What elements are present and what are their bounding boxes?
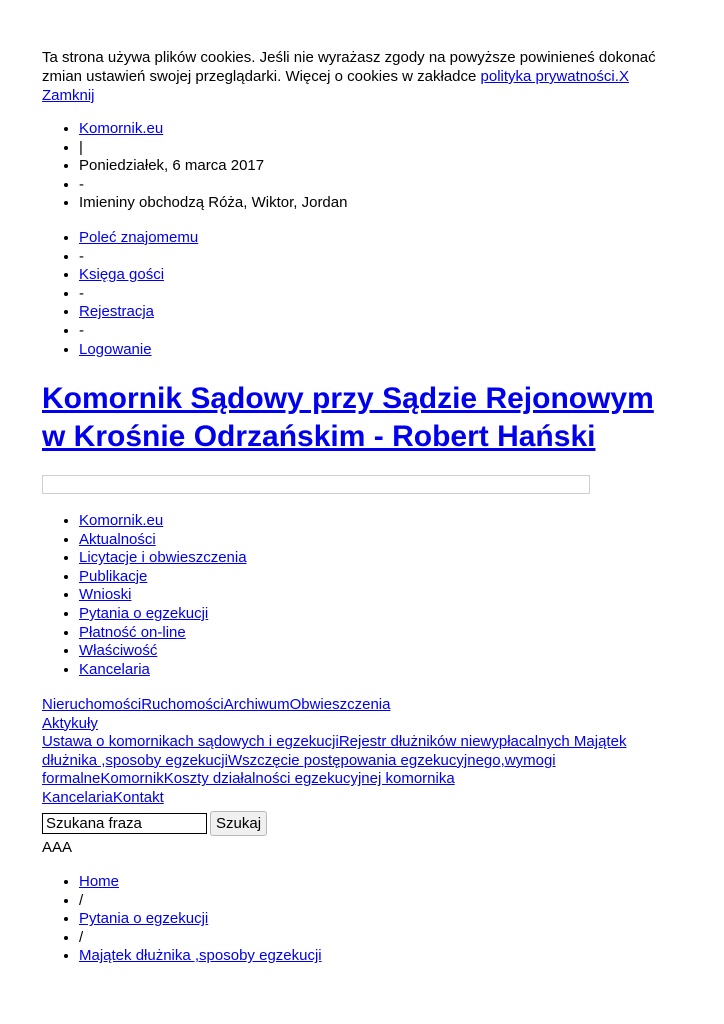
privacy-policy-link[interactable]: polityka prywatności. — [480, 68, 619, 85]
top-bar-separator: • - — [79, 176, 347, 195]
main-menu-link-auctions[interactable]: Licytacje i obwieszczenia — [79, 549, 247, 567]
top-bar-separator: • | — [79, 139, 347, 158]
sub-menu-group-faq — [42, 733, 672, 789]
main-menu-link-komornik[interactable]: Komornik.eu — [79, 512, 164, 529]
breadcrumb-link-current[interactable]: Majątek dłużnika ,sposoby egzekucji — [79, 947, 322, 965]
main-menu-item — [79, 642, 247, 661]
main-menu-item — [79, 605, 247, 624]
search-input[interactable] — [42, 813, 207, 834]
breadcrumb-link-faq[interactable]: Pytania o egzekucji — [79, 910, 209, 928]
breadcrumb — [42, 873, 322, 966]
sub-link-archive[interactable]: Archiwum — [223, 696, 290, 713]
main-menu-link-faq[interactable]: Pytania o egzekucji — [79, 604, 209, 622]
main-menu — [42, 512, 247, 679]
sub-link-articles[interactable]: Aktykuły — [42, 714, 98, 732]
sub-link-register[interactable]: Rejestr dłużników niewypłacalnych — [338, 733, 574, 751]
search-button[interactable]: Szukaj — [210, 811, 267, 836]
name-days: • Imieniny obchodzą Róża, Wiktor, Jordan — [79, 194, 347, 213]
main-menu-item — [79, 624, 247, 643]
breadcrumb-item — [79, 947, 322, 966]
sub-menu-group-publications — [42, 715, 672, 734]
user-menu-item-recommend — [79, 229, 198, 248]
breadcrumb-link-home[interactable]: Home — [79, 873, 120, 890]
main-menu-item — [79, 661, 247, 680]
cookie-notice — [42, 48, 682, 105]
register-link[interactable]: Rejestracja — [79, 303, 155, 321]
login-link[interactable]: Logowanie — [79, 340, 152, 358]
cookie-text: Ta strona używa plików cookies. Jeśli nie wyrażasz zgody na powyższe powinieneś dokonać zmian ustawień swojej przeglądarki. Więcej o cookies w zakładce — [42, 49, 656, 85]
sub-link-movables[interactable]: Ruchomości — [141, 696, 224, 713]
home-link[interactable]: Komornik.eu — [79, 120, 164, 137]
main-menu-link-publications[interactable]: Publikacje — [79, 567, 148, 585]
guestbook-link[interactable]: Księga gości — [79, 266, 165, 284]
breadcrumb-item — [79, 873, 322, 892]
main-menu-link-jurisdiction[interactable]: Właściwość — [79, 642, 158, 660]
sub-link-costs[interactable]: Koszty działalności egzekucyjnej komornika — [163, 770, 455, 788]
user-menu-item-guestbook — [79, 266, 198, 285]
main-menu-item — [79, 568, 247, 587]
sub-link-assets[interactable]: Majątek dłużnika ,sposoby egzekucji — [42, 733, 627, 769]
user-menu-separator: • - — [79, 322, 198, 341]
main-menu-item — [79, 512, 247, 531]
sub-link-office[interactable]: Kancelaria — [42, 788, 113, 806]
breadcrumb-separator: • / — [79, 929, 322, 948]
current-date: • Poniedziałek, 6 marca 2017 — [79, 157, 347, 176]
main-menu-link-payment[interactable]: Płatność on-line — [79, 623, 186, 641]
banner-placeholder — [42, 475, 590, 494]
site-title-link[interactable]: Komornik Sądowy przy Sądzie Rejonowym w Krośnie Odrzańskim - Robert Hański — [42, 382, 654, 453]
main-menu-item — [79, 549, 247, 568]
top-bar — [42, 120, 347, 213]
user-menu-separator: • - — [79, 285, 198, 304]
user-menu-item-register — [79, 303, 198, 322]
main-menu-item — [79, 586, 247, 605]
close-cookie-link[interactable]: X Zamknij — [42, 68, 629, 104]
user-menu — [42, 229, 198, 359]
site-title — [42, 380, 682, 456]
sub-menu — [42, 696, 672, 808]
sub-link-real-estate[interactable]: Nieruchomości — [42, 696, 142, 713]
sub-link-bailiff[interactable]: Komornik — [100, 770, 164, 788]
user-menu-separator: • - — [79, 248, 198, 267]
breadcrumb-item — [79, 910, 322, 929]
main-menu-link-applications[interactable]: Wnioski — [79, 586, 132, 604]
main-menu-item — [79, 531, 247, 550]
font-size-switcher[interactable]: AAA — [42, 839, 73, 856]
search-form — [42, 811, 267, 836]
sub-link-initiation[interactable]: Wszczęcie postępowania egzekucyjnego,wymogi formalne — [42, 751, 556, 788]
sub-link-contact[interactable]: Kontakt — [112, 788, 164, 806]
sub-menu-group-auctions — [42, 696, 672, 715]
breadcrumb-separator: • / — [79, 892, 322, 911]
top-bar-item-home — [79, 120, 347, 139]
sub-menu-group-office — [42, 789, 672, 808]
main-menu-link-office[interactable]: Kancelaria — [79, 660, 150, 678]
recommend-link[interactable]: Poleć znajomemu — [79, 229, 199, 246]
sub-link-announcements[interactable]: Obwieszczenia — [289, 696, 391, 713]
main-menu-link-news[interactable]: Aktualności — [79, 530, 156, 548]
user-menu-item-login — [79, 341, 198, 360]
sub-link-act[interactable]: Ustawa o komornikach sądowych i egzekucji — [42, 733, 339, 751]
